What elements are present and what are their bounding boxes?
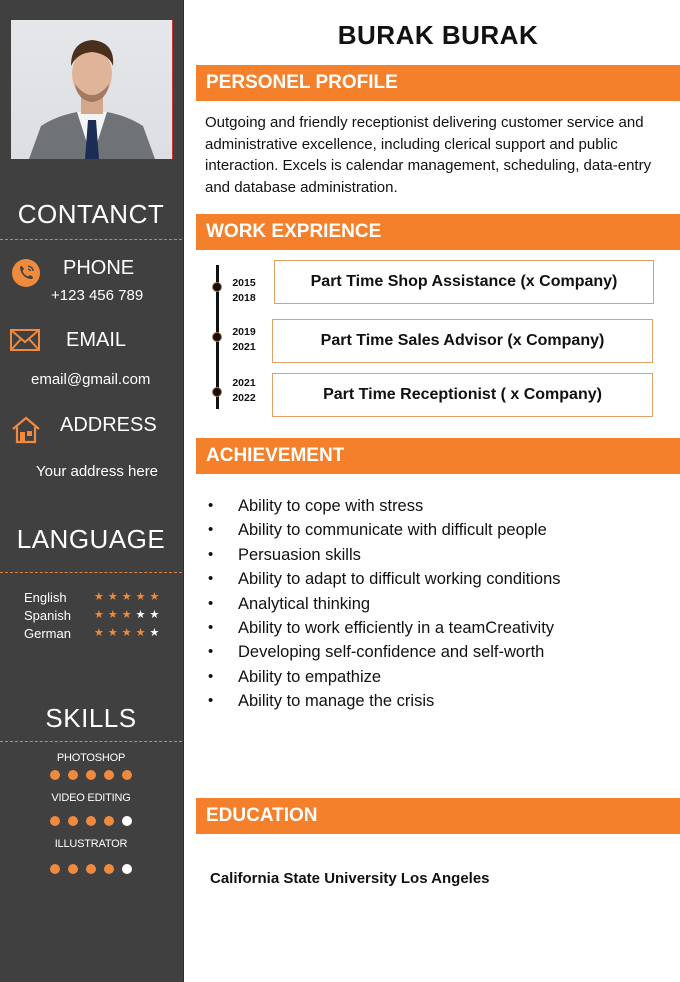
address-value: Your address here <box>36 463 159 480</box>
divider <box>0 741 182 742</box>
section-header-education: EDUCATION <box>196 798 680 834</box>
list-item: • Ability to empathize <box>208 665 561 689</box>
skill-rating <box>0 816 182 826</box>
timeline-dot <box>212 332 222 342</box>
divider <box>0 239 182 240</box>
education-school: California State University Los Angeles <box>210 870 490 887</box>
skill-rating <box>0 864 182 874</box>
list-item: • Analytical thinking <box>208 592 561 616</box>
job-years: 2015 2018 <box>232 277 256 304</box>
job-title-box: Part Time Sales Advisor (x Company) <box>272 319 653 363</box>
email-label: EMAIL <box>66 329 127 351</box>
language-row <box>24 626 174 644</box>
job-years: 2019 2021 <box>232 326 256 353</box>
timeline-dot <box>212 282 222 292</box>
job-years: 2021 2022 <box>232 377 256 404</box>
achievement-list <box>208 494 561 714</box>
job-title-box: Part Time Shop Assistance (x Company) <box>274 260 654 304</box>
section-header-profile: PERSONEL PROFILE <box>196 65 680 101</box>
job-title-box: Part Time Receptionist ( x Company) <box>272 373 653 417</box>
rating-stars: ★★★★★ <box>94 627 164 639</box>
rating-stars: ★★★★★ <box>94 591 164 603</box>
phone-label: PHONE <box>63 257 135 279</box>
sidebar <box>0 0 184 982</box>
profile-text: Outgoing and friendly receptionist delivering customer service and administrative excellence, including clerical support and public interaction. Excels is calendar management, scheduling, data-entry and database administration. <box>205 114 652 196</box>
phone-icon <box>11 258 41 293</box>
skills-heading: SKILLS <box>45 703 137 733</box>
list-item: • Ability to manage the crisis <box>208 689 561 713</box>
timeline-dot <box>212 387 222 397</box>
envelope-icon <box>10 329 40 356</box>
language-row <box>24 590 174 608</box>
section-header-achievement: ACHIEVEMENT <box>196 438 680 474</box>
list-item: • Ability to work efficiently in a teamCreativity <box>208 616 561 640</box>
email-value[interactable]: email@gmail.com <box>31 371 151 388</box>
divider <box>0 572 182 573</box>
section-header-work: WORK EXPRIENCE <box>196 214 680 250</box>
list-item: • Persuasion skills <box>208 543 561 567</box>
person-name: BURAK BURAK <box>337 20 539 50</box>
list-item: • Ability to cope with stress <box>208 494 561 518</box>
skill-name: VIDEO EDITING <box>51 792 131 804</box>
language-heading: LANGUAGE <box>16 524 166 554</box>
rating-stars: ★★★★★ <box>94 609 164 621</box>
list-item: • Ability to communicate with difficult people <box>208 518 561 542</box>
skill-name: PHOTOSHOP <box>56 752 126 764</box>
language-name: German <box>24 626 71 641</box>
contact-heading: CONTANCT <box>17 199 165 229</box>
language-row <box>24 608 174 626</box>
language-name: Spanish <box>24 608 71 623</box>
list-item: • Developing self-confidence and self-worth <box>208 640 561 664</box>
list-item: • Ability to adapt to difficult working conditions <box>208 567 561 591</box>
skill-rating <box>0 770 182 780</box>
address-label: ADDRESS <box>60 414 157 436</box>
profile-photo <box>11 20 173 159</box>
house-icon <box>11 416 41 449</box>
skill-name: ILLUSTRATOR <box>54 838 128 850</box>
phone-value: +123 456 789 <box>51 287 144 304</box>
language-name: English <box>24 590 67 605</box>
